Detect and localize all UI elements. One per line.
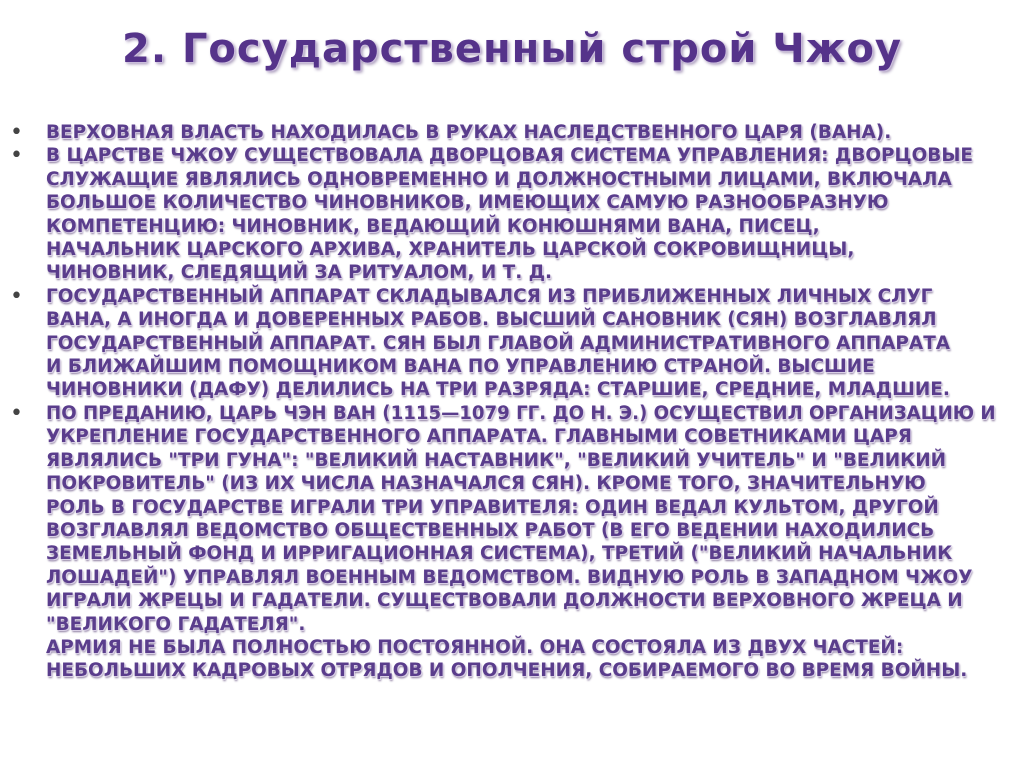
bullet-item-4 [10,402,1000,683]
bullet-4-line-12: НЕБОЛЬШИХ КАДРОВЫХ ОТРЯДОВ И ОПОЛЧЕНИЯ, СОБИРАЕМОГО ВО ВРЕМЯ ВОЙНЫ. [46,660,968,682]
bullet-dot-icon: • [10,120,23,145]
bullet-dot-icon: • [10,400,23,426]
bullet-2-line-2: СЛУЖАЩИЕ ЯВЛЯЛИСЬ ОДНОВРЕМЕННО И ДОЛЖНОСТНЫМИ ЛИЦАМИ, ВКЛЮЧАЛА [46,168,952,190]
bullet-list [10,121,1000,683]
bullet-2-line-1: В ЦАРСТВЕ ЧЖОУ СУЩЕСТВОВАЛА ДВОРЦОВАЯ СИСТЕМА УПРАВЛЕНИЯ: ДВОРЦОВЫЕ [46,145,974,167]
bullet-1-line-1: ВЕРХОВНАЯ ВЛАСТЬ НАХОДИЛАСЬ В РУКАХ НАСЛЕДСТВЕННОГО ЦАРЯ (ВАНА). [46,122,892,143]
slide-title: 2. Государственный строй Чжоу [121,26,902,72]
bullet-3-line-4: И БЛИЖАЙШИМ ПОМОЩНИКОМ ВАНА ПО УПРАВЛЕНИЮ СТРАНОЙ. ВЫСШИЕ [46,356,875,378]
bullet-2-line-3: БОЛЬШОЕ КОЛИЧЕСТВО ЧИНОВНИКОВ, ИМЕЮЩИХ САМУЮ РАЗНООБРАЗНУЮ [46,192,889,214]
bullet-item-3 [10,285,1000,402]
bullet-4-line-8: ЛОШАДЕЙ") УПРАВЛЯЛ ВОЕННЫМ ВЕДОМСТВОМ. ВИДНУЮ РОЛЬ В ЗАПАДНОМ ЧЖОУ [46,566,973,588]
bullet-4-line-2: УКРЕПЛЕНИЕ ГОСУДАРСТВЕННОГО АППАРАТА. ГЛАВНЫМИ СОВЕТНИКАМИ ЦАРЯ [46,426,912,448]
bullet-2-line-4: КОМПЕТЕНЦИЮ: ЧИНОВНИК, ВЕДАЮЩИЙ КОНЮШНЯМИ ВАНА, ПИСЕЦ, [46,215,820,237]
bullet-3-line-2: ВАНА, А ИНОГДА И ДОВЕРЕННЫХ РАБОВ. ВЫСШИЙ САНОВНИК (СЯН) ВОЗГЛАВЛЯЛ [46,309,937,331]
bullet-2-line-5: НАЧАЛЬНИК ЦАРСКОГО АРХИВА, ХРАНИТЕЛЬ ЦАРСКОЙ СОКРОВИЩНИЦЫ, [46,239,855,261]
bullet-3-line-1: ГОСУДАРСТВЕННЫЙ АППАРАТ СКЛАДЫВАЛСЯ ИЗ ПРИБЛИЖЕННЫХ ЛИЧНЫХ СЛУГ [46,285,933,307]
bullet-dot-icon: • [10,143,23,169]
bullet-4-line-7: ЗЕМЕЛЬНЫЙ ФОНД И ИРРИГАЦИОННАЯ СИСТЕМА), ТРЕТИЙ ("ВЕЛИКИЙ НАЧАЛЬНИК [46,543,953,565]
bullet-4-line-5: РОЛЬ В ГОСУДАРСТВЕ ИГРАЛИ ТРИ УПРАВИТЕЛЯ: ОДИН ВЕДАЛ КУЛЬТОМ, ДРУГОЙ [46,496,939,518]
bullet-4-line-10: "ВЕЛИКОГО ГАДАТЕЛЯ". [46,613,306,635]
bullet-dot-icon: • [10,283,23,309]
bullet-3-line-3: ГОСУДАРСТВЕННЫЙ АППАРАТ. СЯН БЫЛ ГЛАВОЙ АДМИНИСТРАТИВНОГО АППАРАТА [46,332,951,354]
bullet-4-line-6: ВОЗГЛАВЛЯЛ ВЕДОМСТВО ОБЩЕСТВЕННЫХ РАБОТ (В ЕГО ВЕДЕНИИ НАХОДИЛИСЬ [46,519,935,541]
bullet-4-line-1: ПО ПРЕДАНИЮ, ЦАРЬ ЧЭН ВАН (1115—1079 ГГ. ДО Н. Э.) ОСУЩЕСТВИЛ ОРГАНИЗАЦИЮ И [46,402,996,424]
bullet-item-1 [10,121,1000,144]
bullet-3-line-5: ЧИНОВНИКИ (ДАФУ) ДЕЛИЛИСЬ НА ТРИ РАЗРЯДА: СТАРШИЕ, СРЕДНИЕ, МЛАДШИЕ. [46,379,950,401]
bullet-4-line-9: ИГРАЛИ ЖРЕЦЫ И ГАДАТЕЛИ. СУЩЕСТВОВАЛИ ДОЛЖНОСТИ ВЕРХОВНОГО ЖРЕЦА И [46,590,963,612]
bullet-4-line-3: ЯВЛЯЛИСЬ "ТРИ ГУНА": "ВЕЛИКИЙ НАСТАВНИК", "ВЕЛИКИЙ УЧИТЕЛЬ" И "ВЕЛИКИЙ [46,449,947,471]
bullet-4-line-4: ПОКРОВИТЕЛЬ" (ИЗ ИХ ЧИСЛА НАЗНАЧАЛСЯ СЯН). КРОМЕ ТОГО, ЗНАЧИТЕЛЬНУЮ [46,473,926,495]
bullet-item-2 [10,144,1000,284]
bullet-2-line-6: ЧИНОВНИК, СЛЕДЯЩИЙ ЗА РИТУАЛОМ, И Т. Д. [46,262,553,284]
bullet-4-line-11: АРМИЯ НЕ БЫЛА ПОЛНОСТЬЮ ПОСТОЯННОЙ. ОНА СОСТОЯЛА ИЗ ДВУХ ЧАСТЕЙ: [46,636,904,658]
